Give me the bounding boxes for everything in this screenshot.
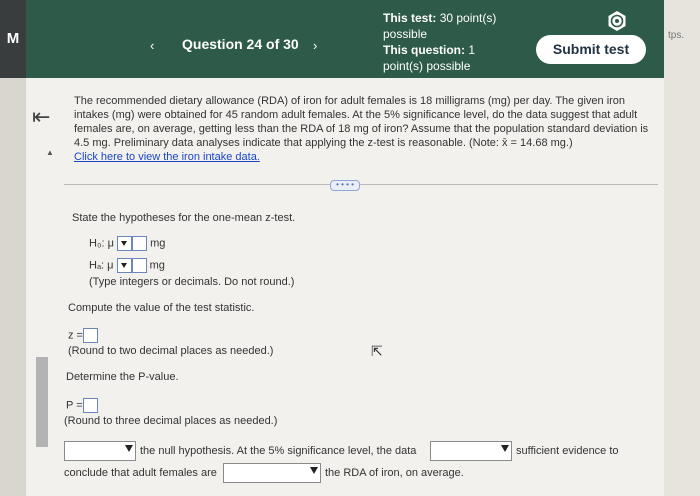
- alt-hypothesis-operator-select[interactable]: [117, 258, 132, 273]
- points-info: This test: 30 point(s) possible This question: 1 point(s) possible: [383, 11, 497, 73]
- next-question-button[interactable]: ›: [313, 38, 318, 53]
- comparison-select[interactable]: [223, 463, 321, 483]
- more-options-button[interactable]: • • • •: [330, 180, 360, 191]
- adjacent-window: tps.: [664, 0, 700, 496]
- alt-hypothesis-value-input[interactable]: [132, 258, 147, 273]
- p-value-instruction: Determine the P-value.: [66, 371, 179, 383]
- previous-question-button[interactable]: ‹: [150, 38, 155, 53]
- scrollbar[interactable]: [36, 357, 48, 447]
- p-value-input[interactable]: [83, 398, 98, 413]
- reject-decision-select[interactable]: [64, 441, 136, 461]
- conclusion-text-3: conclude that adult females are: [64, 467, 217, 479]
- submit-test-button[interactable]: Submit test: [536, 35, 646, 64]
- evidence-select[interactable]: [430, 441, 512, 461]
- hypotheses-instruction: State the hypotheses for the one-mean z-test.: [72, 212, 296, 224]
- gear-icon[interactable]: [606, 10, 628, 32]
- p-value-note: (Round to three decimal places as needed.): [64, 415, 278, 427]
- question-text: The recommended dietary allowance (RDA) of iron for adult females is 18 milligrams (mg) per day. The given iron intakes (mg) were obtained for 45 random adult females. At the 5% significance level, do the data suggest that adult females are, on average, getting less than the RDA of 18 mg of iron? Assume that the population standard deviation is 4.5 mg. Preliminary data analyses indicate that applying the z-test is reasonable. (Note: x̄ = 14.68 mg.) Click here to view the iron intake data.: [74, 95, 649, 163]
- question-counter[interactable]: Question 24 of 30: [182, 36, 299, 52]
- test-statistic-instruction: Compute the value of the test statistic.: [68, 302, 255, 314]
- back-arrow-icon[interactable]: ⇤: [32, 104, 51, 129]
- test-statistic-row: z =: [68, 328, 98, 343]
- null-hypothesis-operator-select[interactable]: [117, 236, 132, 251]
- mouse-cursor-icon: ⇱: [371, 343, 383, 359]
- conclusion-text-1: the null hypothesis. At the 5% significance level, the data: [140, 445, 417, 457]
- collapse-caret-icon[interactable]: ▲: [46, 148, 54, 157]
- null-hypothesis-row: H₀: μ mg: [89, 237, 166, 250]
- iron-data-link[interactable]: Click here to view the iron intake data.: [74, 151, 260, 163]
- null-hypothesis-value-input[interactable]: [132, 236, 147, 251]
- conclusion-text-2: sufficient evidence to: [516, 445, 619, 457]
- browser-edge-label: M: [0, 0, 26, 78]
- divider: [64, 184, 658, 185]
- hypotheses-note: (Type integers or decimals. Do not round.): [89, 276, 295, 288]
- p-value-row: P =: [66, 398, 98, 413]
- test-statistic-input[interactable]: [83, 328, 98, 343]
- conclusion-text-4: the RDA of iron, on average.: [325, 467, 464, 479]
- alt-hypothesis-row: Hₐ: μ mg: [89, 259, 165, 272]
- test-statistic-note: (Round to two decimal places as needed.): [68, 345, 274, 357]
